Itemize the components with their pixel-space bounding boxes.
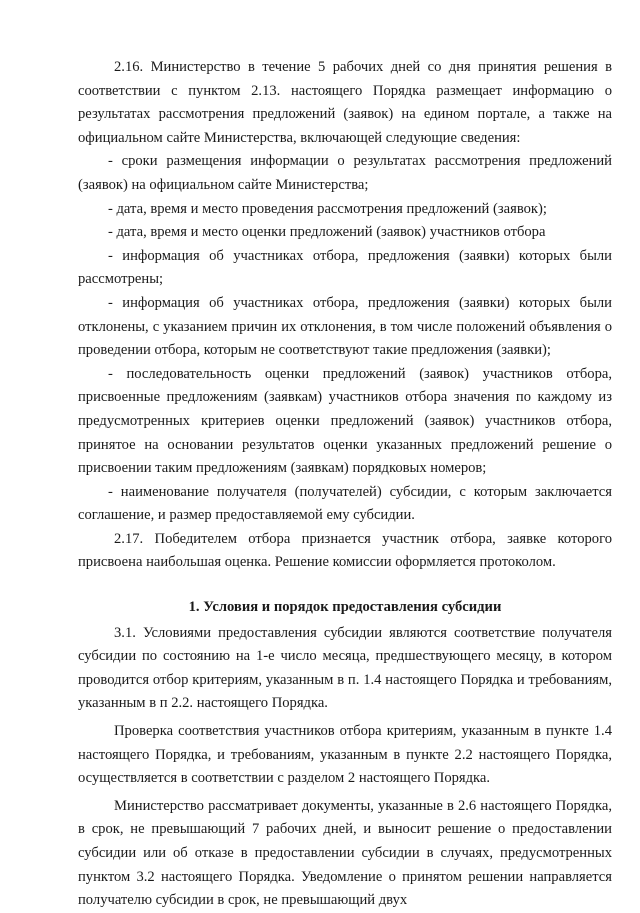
list-item: - информация об участниках отбора, предложения (заявки) которых были отклонены, с указанием причин их отклонения, в том числе положений объявления о проведении отбора, которым не соответствуют такие предложения (заявки);: [78, 294, 612, 359]
section-title: 1. Условия и порядок предоставления субсидии: [188, 599, 502, 616]
paragraph-2-16: 2.16. Министерство в течение 5 рабочих дней со дня принятия решения в соответствии с пунктом 2.13. настоящего Порядка размещает информацию о результатах рассмотрения предложений (заявок) на едином портале, а также на официальном сайте Министерства, включающей следующие сведения:: [78, 59, 612, 146]
paragraph-2-17: 2.17. Победителем отбора признается участник отбора, заявке которого присвоена наибольшая оценка. Решение комиссии оформляется протоколом.: [78, 530, 612, 571]
paragraph-3-1: 3.1. Условиями предоставления субсидии являются соответствие получателя субсидии по состоянию на 1-е число месяца, предшествующего месяцу, в котором проводится отбор критериям, указанным в п. 1.4 настоящего Порядка и требованиям, указанным в п 2.2. настоящего Порядка.: [78, 624, 612, 712]
paragraph-verification: Проверка соответствия участников отбора критериям, указанным в пункте 1.4 настоящего Порядка, и требованиям, указанным в пункте 2.2 настоящего Порядка, осуществляется в соответствии с разделом 2 настоящего Порядка.: [78, 723, 612, 787]
list-item: - последовательность оценки предложений (заявок) участников отбора, присвоенные предложениям (заявкам) участников отбора значения по каждому из предусмотренных критериев оценки предложений (заявок) участников отбора, принятое на основании результатов оценки указанных предложений решение о присвоении таким предложениям (заявкам) порядковых номеров;: [78, 365, 612, 477]
document-page: [78, 56, 612, 913]
list-item: - дата, время и место проведения рассмотрения предложений (заявок);: [108, 200, 547, 217]
list-item: - информация об участниках отбора, предложения (заявки) которых были рассмотрены;: [78, 247, 612, 288]
list-item: - наименование получателя (получателей) субсидии, с которым заключается соглашение, и размер предоставляемой ему субсидии.: [78, 483, 612, 524]
list-item: - дата, время и место оценки предложений (заявок) участников отбора: [108, 224, 546, 241]
list-item: - сроки размещения информации о результатах рассмотрения предложений (заявок) на официальном сайте Министерства;: [78, 153, 612, 193]
paragraph-ministry-review: Министерство рассматривает документы, указанные в 2.6 настоящего Порядка, в срок, не превышающий 7 рабочих дней, и выносит решение о предоставлении субсидии или об отказе в предоставлении субсидии в случаях, предусмотренных пунктом 3.2 настоящего Порядка. Уведомление о принятом решении направляется получателю субсидии в срок, не превышающий двух: [78, 797, 612, 909]
